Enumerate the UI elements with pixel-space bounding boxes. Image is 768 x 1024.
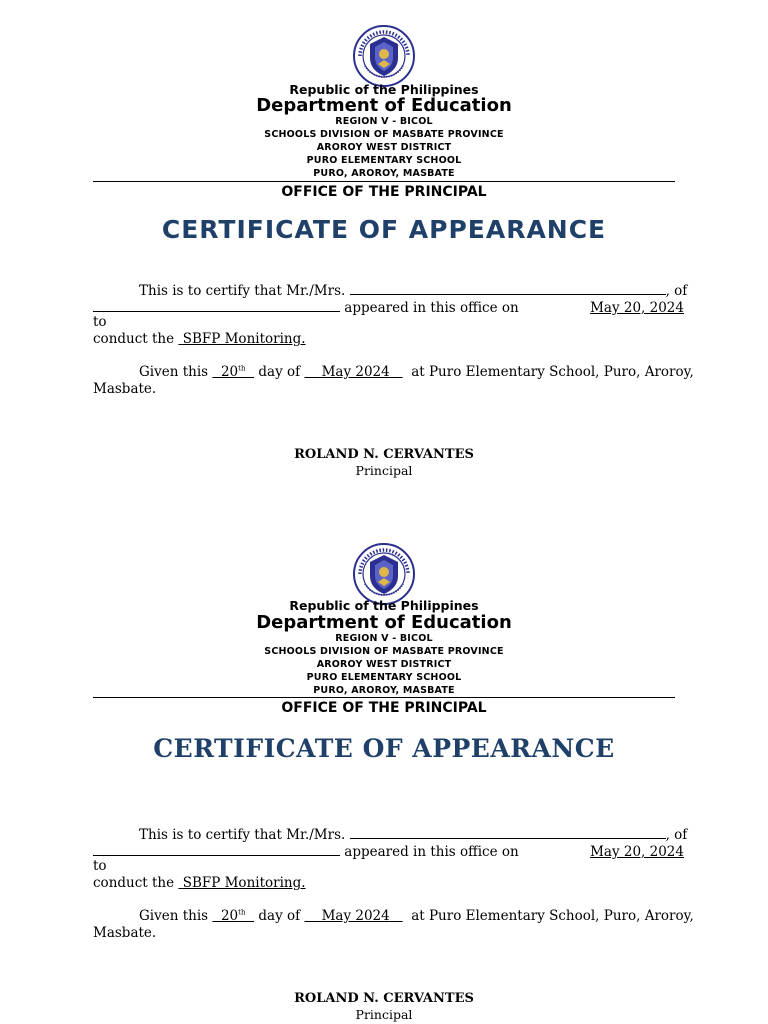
appearance-date: May 20, 2024 bbox=[590, 300, 684, 316]
department-label: Department of Education bbox=[256, 95, 512, 116]
address-label: PURO, AROROY, MASBATE bbox=[313, 168, 455, 179]
at-text: at Puro Elementary School, Puro, Aroroy, bbox=[411, 908, 694, 924]
conduct-line bbox=[93, 875, 306, 891]
day-number: 20 bbox=[220, 364, 239, 380]
certify-prefix: This is to certify that Mr./Mrs. bbox=[139, 283, 346, 299]
region-label: REGION V - BICOL bbox=[335, 633, 433, 644]
district-label: AROROY WEST DISTRICT bbox=[316, 142, 452, 153]
deped-seal-icon bbox=[352, 542, 416, 606]
appeared-line bbox=[93, 841, 684, 860]
to-text: to bbox=[93, 314, 107, 330]
conduct-prefix: conduct the bbox=[93, 875, 175, 891]
purpose-text: SBFP Monitoring. bbox=[182, 331, 306, 347]
month-year-value bbox=[304, 364, 402, 380]
name-blank bbox=[350, 824, 666, 839]
division-label: SCHOOLS DIVISION OF MASBATE PROVINCE bbox=[264, 129, 504, 140]
certificate-title: CERTIFICATE OF APPEARANCE bbox=[161, 215, 607, 244]
month-year-value bbox=[304, 908, 402, 924]
certificate-title: CERTIFICATE OF APPEARANCE bbox=[153, 734, 615, 763]
address-label: PURO, AROROY, MASBATE bbox=[313, 685, 455, 696]
appeared-text: appeared in this office on bbox=[344, 844, 519, 860]
purpose-text: SBFP Monitoring. bbox=[182, 875, 306, 891]
signatory-title: Principal bbox=[355, 463, 413, 478]
conduct-line bbox=[93, 331, 306, 347]
given-line bbox=[139, 908, 694, 924]
month-year-text: May 2024 bbox=[321, 364, 390, 380]
day-number: 20 bbox=[220, 908, 239, 924]
given-prefix: Given this bbox=[139, 908, 209, 924]
signatory-title: Principal bbox=[355, 1007, 413, 1022]
district-label: AROROY WEST DISTRICT bbox=[316, 659, 452, 670]
signatory-name: ROLAND N. CERVANTES bbox=[294, 991, 474, 1006]
day-of-text: day of bbox=[258, 908, 301, 924]
day-value bbox=[212, 364, 254, 380]
school-label: PURO ELEMENTARY SCHOOL bbox=[306, 155, 462, 166]
deped-seal-icon bbox=[352, 24, 416, 88]
certify-prefix: This is to certify that Mr./Mrs. bbox=[139, 827, 346, 843]
appeared-text: appeared in this office on bbox=[344, 300, 519, 316]
day-value bbox=[212, 908, 254, 924]
division-label: SCHOOLS DIVISION OF MASBATE PROVINCE bbox=[264, 646, 504, 657]
given-line bbox=[139, 364, 694, 380]
header-divider bbox=[93, 697, 675, 698]
region-label: REGION V - BICOL bbox=[335, 116, 433, 127]
office-label: OFFICE OF THE PRINCIPAL bbox=[281, 184, 487, 200]
department-label: Department of Education bbox=[256, 612, 512, 633]
day-suffix: th bbox=[238, 908, 246, 917]
of-text: , of bbox=[665, 283, 688, 299]
place-end: Masbate. bbox=[93, 925, 157, 941]
appearance-date: May 20, 2024 bbox=[590, 844, 684, 860]
header-divider bbox=[93, 181, 675, 182]
school-blank bbox=[93, 841, 340, 856]
republic-label: Republic of the Philippines bbox=[289, 598, 479, 613]
purpose-value bbox=[178, 331, 305, 347]
appeared-line bbox=[93, 297, 684, 316]
school-label: PURO ELEMENTARY SCHOOL bbox=[306, 672, 462, 683]
name-blank bbox=[350, 280, 666, 295]
place-end: Masbate. bbox=[93, 381, 157, 397]
republic-label: Republic of the Philippines bbox=[289, 82, 479, 97]
at-text: at Puro Elementary School, Puro, Aroroy, bbox=[411, 364, 694, 380]
to-text: to bbox=[93, 858, 107, 874]
day-suffix: th bbox=[238, 364, 246, 373]
purpose-value bbox=[178, 875, 305, 891]
signatory-name: ROLAND N. CERVANTES bbox=[294, 447, 474, 462]
school-blank bbox=[93, 297, 340, 312]
conduct-prefix: conduct the bbox=[93, 331, 175, 347]
given-prefix: Given this bbox=[139, 364, 209, 380]
day-of-text: day of bbox=[258, 364, 301, 380]
office-label: OFFICE OF THE PRINCIPAL bbox=[281, 700, 487, 716]
of-text: , of bbox=[665, 827, 688, 843]
month-year-text: May 2024 bbox=[321, 908, 390, 924]
